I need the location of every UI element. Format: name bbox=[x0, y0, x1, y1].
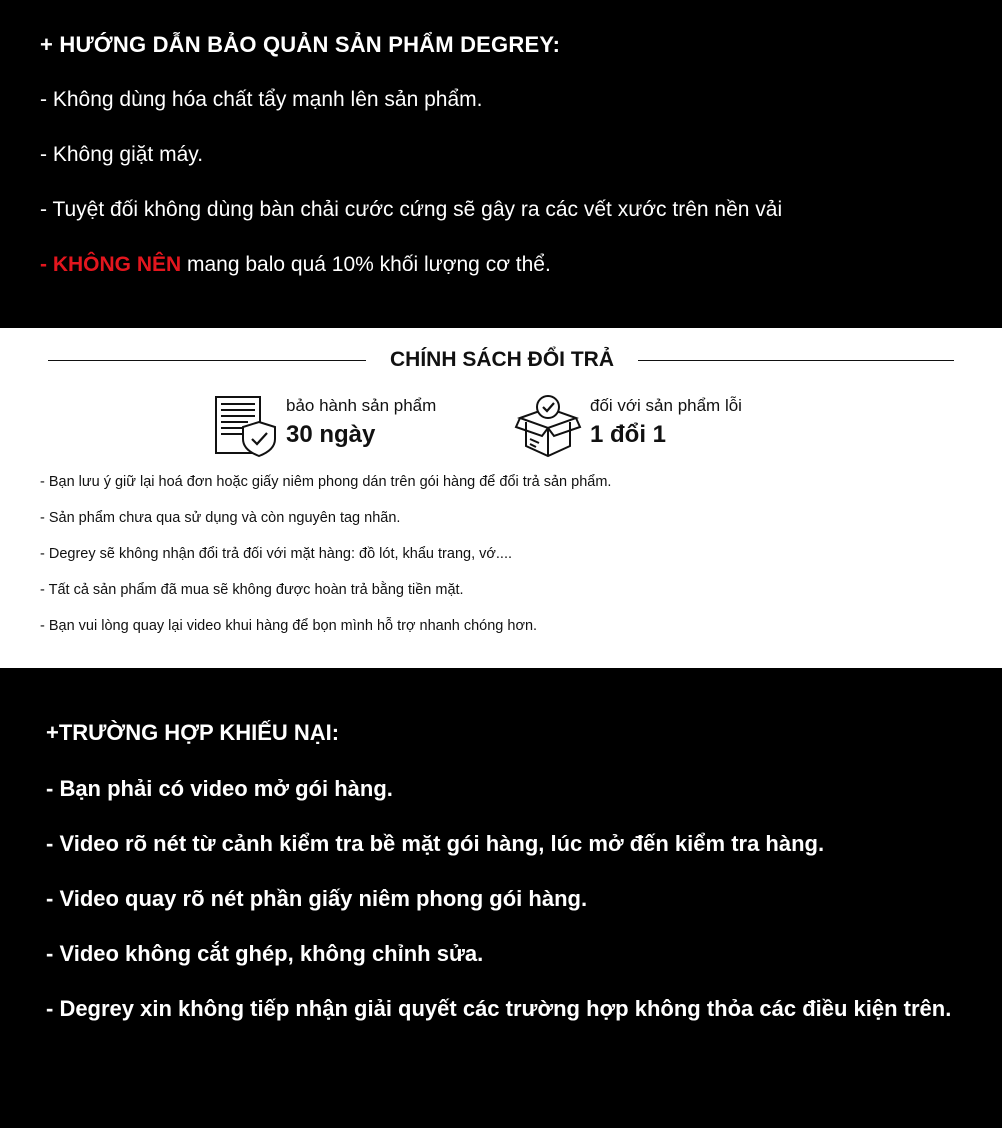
complaint-section bbox=[0, 668, 1002, 1128]
complaint-line: - Bạn phải có video mở gói hàng. bbox=[46, 776, 393, 801]
policy-note: - Tất cả sản phẩm đã mua sẽ không được hoàn trả bằng tiền mặt. bbox=[40, 582, 464, 598]
care-warning bbox=[40, 253, 551, 277]
document-shield-icon bbox=[212, 394, 278, 460]
return-policy-section bbox=[0, 328, 1002, 668]
policy-note: - Degrey sẽ không nhận đổi trả đối với mặt hàng: đồ lót, khẩu trang, vớ.... bbox=[40, 546, 513, 562]
exchange-value: 1 đổi 1 bbox=[590, 421, 667, 448]
warning-strong: - KHÔNG NÊN bbox=[40, 253, 182, 276]
policy-note: - Bạn vui lòng quay lại video khui hàng để bọn mình hỗ trợ nhanh chóng hơn. bbox=[40, 618, 538, 634]
policy-heading: CHÍNH SÁCH ĐỔI TRẢ bbox=[390, 348, 614, 371]
care-line: - Không dùng hóa chất tẩy mạnh lên sản phẩm. bbox=[40, 88, 483, 111]
complaint-line: - Video quay rõ nét phần giấy niêm phong gói hàng. bbox=[46, 886, 588, 911]
complaint-line: - Video không cắt ghép, không chỉnh sửa. bbox=[46, 941, 484, 966]
complaint-line: - Degrey xin không tiếp nhận giải quyết các trường hợp không thỏa các điều kiện trên. bbox=[46, 996, 952, 1021]
policy-note: - Sản phẩm chưa qua sử dụng và còn nguyên tag nhãn. bbox=[40, 510, 401, 526]
exchange-caption: đối với sản phẩm lỗi bbox=[590, 396, 742, 415]
box-check-icon bbox=[514, 394, 582, 460]
warranty-caption: bảo hành sản phẩm bbox=[286, 396, 437, 415]
care-line: - Không giặt máy. bbox=[40, 143, 204, 166]
complaint-title: +TRƯỜNG HỢP KHIẾU NẠI: bbox=[46, 720, 340, 745]
warranty-value: 30 ngày bbox=[286, 421, 376, 448]
care-title: + HƯỚNG DẪN BẢO QUẢN SẢN PHẨM DEGREY: bbox=[40, 32, 561, 57]
divider-left bbox=[48, 360, 366, 361]
care-instructions-section bbox=[0, 0, 1002, 328]
care-line: - Tuyệt đối không dùng bàn chải cước cứng sẽ gây ra các vết xước trên nền vải bbox=[40, 198, 783, 221]
exchange-badge bbox=[514, 394, 804, 460]
divider-right bbox=[638, 360, 954, 361]
policy-note: - Bạn lưu ý giữ lại hoá đơn hoặc giấy niêm phong dán trên gói hàng để đổi trả sản phẩm. bbox=[40, 474, 612, 490]
complaint-line: - Video rõ nét từ cảnh kiểm tra bề mặt gói hàng, lúc mở đến kiểm tra hàng. bbox=[46, 831, 825, 856]
warranty-badge bbox=[212, 394, 482, 460]
warning-text: mang balo quá 10% khối lượng cơ thể. bbox=[181, 253, 551, 276]
